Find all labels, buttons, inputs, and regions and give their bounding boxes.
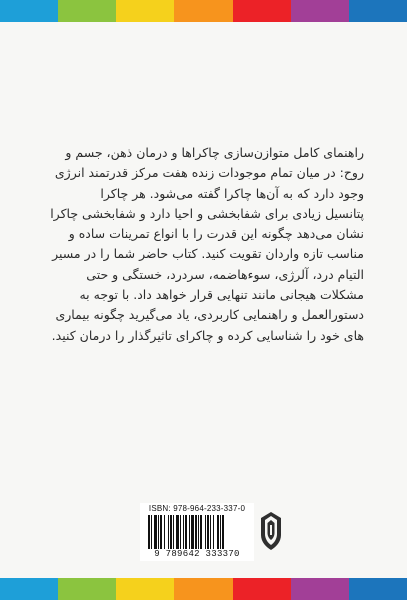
stripe-segment [58,0,116,22]
barcode-bar [220,515,221,549]
stripe-segment [58,578,116,600]
barcode-bar [168,515,169,549]
barcode-bar [158,515,159,549]
stripe-segment [174,0,232,22]
barcode-bar [154,515,157,549]
barcode-bar [151,515,152,549]
blurb-line: مشکلات هیجانی مانند تنهایی قرار خواهد داد. با توجه به [79,287,364,303]
isbn-label: ISBN: 978-964-233-337-0 [148,504,246,513]
barcode-bar [207,515,209,549]
stripe-segment [116,578,174,600]
blurb-line: راهنمای کامل متوازن‌سازی چاکراها و درمان ذهن، جسم و [65,145,364,160]
stripe-segment [174,578,232,600]
barcode-bar [191,515,194,549]
blurb-line: وجود دارد که به آن‌ها چاکرا گفته می‌شود. هر چاکرا [100,185,364,201]
barcode-bar [205,515,206,549]
blurb-line: پتانسیل زیادی برای شفابخشی و احیا دارد و شفابخشی چاکرا [50,205,364,221]
barcode-bar [213,515,214,549]
color-stripe-top [0,0,407,22]
barcode-bar [170,515,172,549]
barcode-bar [180,515,181,549]
barcode-bars [148,515,246,549]
stripe-segment [233,578,291,600]
publisher-emblem-icon [259,511,283,551]
blurb-line: های خود را شناسایی کرده و چاکرای تاثیرگذار را درمان کنید. [51,327,364,343]
barcode-bar [148,515,150,549]
barcode-bar [164,515,165,549]
barcode-bar [183,515,184,549]
blurb-line: دستورالعمل و راهنمایی کاربردی، یاد می‌گیرید چگونه بیماری [55,307,364,323]
barcode-bar [217,515,219,549]
stripe-segment [291,0,349,22]
barcode-bar [210,515,211,549]
blurb-line: نشان می‌دهد چگونه این قدرت را با انواع تمرینات ساده و [68,226,364,242]
barcode-bar [200,515,202,549]
back-cover-blurb [44,143,364,346]
stripe-segment [349,0,407,22]
barcode-bar [189,515,190,549]
stripe-segment [291,578,349,600]
stripe-segment [0,0,58,22]
barcode [140,503,254,561]
blurb-line: مناسب تازه واردان تقویت کنید. کتاب حاضر شما را در مسیر [52,246,364,262]
barcode-bar [198,515,199,549]
barcode-bar [160,515,162,549]
stripe-segment [0,578,58,600]
barcode-bar [222,515,224,549]
color-stripe-bottom [0,578,407,600]
barcode-bar [195,515,197,549]
barcode-number: 9 789642 333370 [154,549,240,559]
stripe-segment [349,578,407,600]
stripe-segment [233,0,291,22]
blurb-line: التیام درد، آلرژی، سوءهاضمه، سردرد، خستگی و حتی [86,266,364,282]
blurb-line: روح: در میان تمام موجودات زنده هفت مرکز قدرتمند انرژی [54,165,364,181]
barcode-bar [185,515,187,549]
stripe-segment [116,0,174,22]
barcode-bar [173,515,174,549]
barcode-bar [176,515,179,549]
